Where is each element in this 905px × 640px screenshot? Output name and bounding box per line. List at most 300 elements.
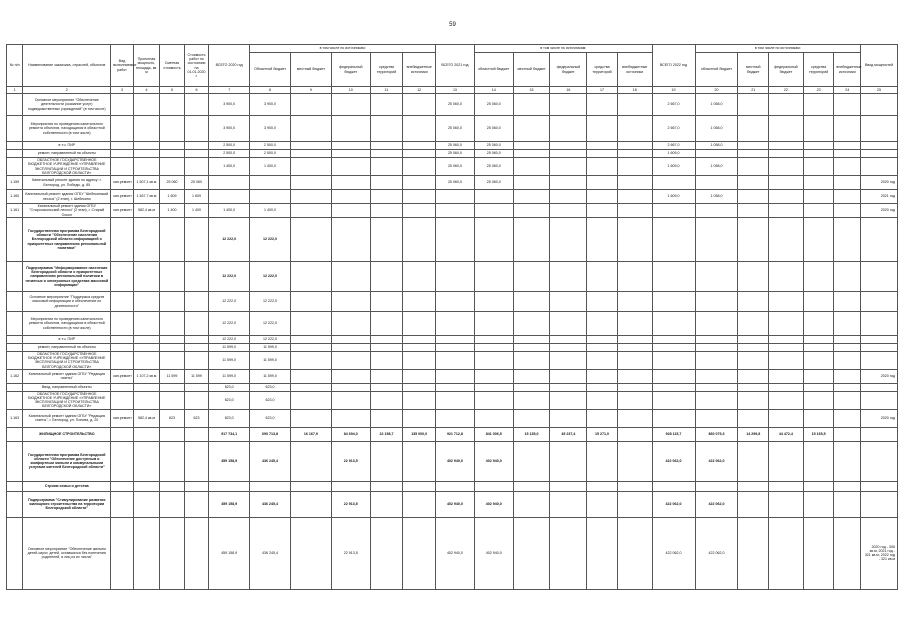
row-number — [7, 481, 23, 491]
terr-2021 — [587, 292, 618, 312]
terr-2022 — [803, 190, 834, 204]
table-row — [7, 344, 898, 352]
input-capacity: 2020 год — [860, 176, 897, 190]
fed-2022 — [769, 150, 804, 158]
local-2022 — [738, 481, 769, 491]
local-2020 — [290, 150, 331, 158]
obl-2022 — [695, 262, 738, 292]
row-number — [7, 142, 23, 150]
fed-2022 — [769, 142, 804, 150]
terr-2022: 15 165,5 — [803, 427, 834, 441]
fed-2022 — [769, 292, 804, 312]
extra-2021 — [617, 517, 652, 589]
row-cost — [160, 427, 185, 441]
extra-2022 — [834, 391, 861, 409]
header-total-2022: ВСЕГО 2022 год — [652, 45, 695, 87]
input-capacity: 2020 год — [860, 204, 897, 218]
row-capacity — [133, 262, 160, 292]
column-number: 19 — [652, 87, 695, 94]
row-capacity — [133, 116, 160, 142]
total-2022 — [652, 383, 695, 391]
row-cost-before — [184, 218, 209, 262]
input-capacity — [860, 344, 897, 352]
total-2021: 402 940,0 — [436, 441, 475, 481]
column-number: 18 — [617, 87, 652, 94]
row-number: 1.162 — [7, 369, 23, 383]
terr-2020 — [370, 190, 403, 204]
terr-2022 — [803, 383, 834, 391]
extra-2021 — [617, 336, 652, 344]
fed-2022 — [769, 218, 804, 262]
row-kind — [111, 391, 133, 409]
local-2022 — [738, 204, 769, 218]
terr-2020 — [370, 218, 403, 262]
fed-2021 — [550, 491, 587, 517]
row-capacity: 1 507,1 кв.м — [133, 176, 160, 190]
row-name: Капитальный ремонт здания ОГБУ "Редакция газеты" — [23, 369, 111, 383]
obl-2021: 402 940,0 — [474, 517, 513, 589]
extra-2022 — [834, 116, 861, 142]
header-obl-2022: областной бюджет — [695, 53, 738, 87]
row-name: Капитальный ремонт здания по адресу: г. Белгород, ул. Победы, д. 85 — [23, 176, 111, 190]
row-capacity — [133, 441, 160, 481]
total-2021 — [436, 383, 475, 391]
row-capacity — [133, 427, 160, 441]
terr-2021 — [587, 409, 618, 427]
local-2020 — [290, 204, 331, 218]
row-name: Мероприятия по проведению капитального ремонта объектов, находящихся в областной собственности (в том числе) — [23, 312, 111, 336]
obl-2022 — [695, 369, 738, 383]
column-number-row — [7, 87, 898, 94]
header-fed-2022: федеральный бюджет — [769, 53, 804, 87]
total-2022 — [652, 352, 695, 370]
extra-2021 — [617, 427, 652, 441]
fed-2022 — [769, 481, 804, 491]
local-2021 — [513, 336, 550, 344]
row-name: Капитальный ремонт здания ОГБУ "Редакция газеты", г. Белгород, ул. Попова, д. 20 — [23, 409, 111, 427]
terr-2020 — [370, 94, 403, 116]
extra-2021 — [617, 344, 652, 352]
local-2022 — [738, 218, 769, 262]
terr-2020 — [370, 383, 403, 391]
fed-2022 — [769, 409, 804, 427]
terr-2021 — [587, 491, 618, 517]
obl-2022: 422 062,0 — [695, 517, 738, 589]
total-2020: 2 500,0 — [209, 150, 250, 158]
total-2022: 2 667,0 — [652, 94, 695, 116]
total-2020: 12 222,0 — [209, 312, 250, 336]
header-extra-2021: внебюджетные источники — [617, 53, 652, 87]
local-2022 — [738, 158, 769, 176]
terr-2020 — [370, 150, 403, 158]
local-2022 — [738, 190, 769, 204]
terr-2020 — [370, 158, 403, 176]
obl-2021 — [474, 262, 513, 292]
fed-2021 — [550, 409, 587, 427]
total-2020: 1 400,0 — [209, 158, 250, 176]
extra-2020 — [403, 441, 436, 481]
table-row — [7, 94, 898, 116]
obl-2020: 623,0 — [250, 383, 291, 391]
local-2020 — [290, 190, 331, 204]
row-name: ОБЛАСТНОЕ ГОСУДАРСТВЕННОЕ БЮДЖЕТНОЕ УЧРЕЖДЕНИЕ «УПРАВЛЕНИЕ ЭКСПЛУАТАЦИИ И СТРОИТЕЛЬСТВА БЕЛГОРОДСКОЙ ОБЛАСТИ» — [23, 352, 111, 370]
table-row — [7, 517, 898, 589]
obl-2020: 436 245,4 — [250, 441, 291, 481]
column-number: 9 — [290, 87, 331, 94]
terr-2020 — [370, 336, 403, 344]
local-2021 — [513, 383, 550, 391]
row-cost-before: 11 599 — [184, 369, 209, 383]
table-body — [7, 94, 898, 590]
terr-2021 — [587, 150, 618, 158]
row-capacity — [133, 481, 160, 491]
row-kind — [111, 292, 133, 312]
extra-2022 — [834, 383, 861, 391]
extra-2020 — [403, 204, 436, 218]
total-2022 — [652, 344, 695, 352]
local-2020 — [290, 383, 331, 391]
obl-2021 — [474, 391, 513, 409]
table-row — [7, 383, 898, 391]
column-number: 17 — [587, 87, 618, 94]
terr-2021 — [587, 352, 618, 370]
total-2022 — [652, 409, 695, 427]
input-capacity — [860, 441, 897, 481]
header-obl-2020: Областной бюджет — [250, 53, 291, 87]
fed-2021 — [550, 517, 587, 589]
extra-2021 — [617, 158, 652, 176]
header-local-2020: местный бюджет — [290, 53, 331, 87]
terr-2021 — [587, 344, 618, 352]
budget-table — [6, 44, 898, 590]
row-kind — [111, 116, 133, 142]
column-number: 8 — [250, 87, 291, 94]
total-2022 — [652, 218, 695, 262]
row-cost-before — [184, 383, 209, 391]
terr-2020 — [370, 344, 403, 352]
extra-2020 — [403, 142, 436, 150]
input-capacity: 2020 год — [860, 409, 897, 427]
table-row — [7, 142, 898, 150]
table-row — [7, 336, 898, 344]
input-capacity — [860, 427, 897, 441]
row-kind — [111, 344, 133, 352]
total-2020: 623,0 — [209, 383, 250, 391]
fed-2021 — [550, 204, 587, 218]
total-2022: 2 667,0 — [652, 116, 695, 142]
fed-2022 — [769, 176, 804, 190]
column-number: 4 — [133, 87, 160, 94]
row-number — [7, 262, 23, 292]
row-name: ОБЛАСТНОЕ ГОСУДАРСТВЕННОЕ БЮДЖЕТНОЕ УЧРЕЖДЕНИЕ «УПРАВЛЕНИЕ ЭКСПЛУАТАЦИИ И СТРОИТЕЛЬСТВА БЕЛГОРОДСКОЙ ОБЛАСТИ» — [23, 158, 111, 176]
terr-2021 — [587, 481, 618, 491]
column-number: 16 — [550, 87, 587, 94]
obl-2021 — [474, 344, 513, 352]
fed-2021 — [550, 441, 587, 481]
header-terr-2022: средства территорий — [803, 53, 834, 87]
obl-2021 — [474, 481, 513, 491]
fed-2021 — [550, 218, 587, 262]
input-capacity — [860, 150, 897, 158]
input-capacity — [860, 391, 897, 409]
extra-2020 — [403, 158, 436, 176]
column-number: 20 — [695, 87, 738, 94]
row-number — [7, 441, 23, 481]
row-cost — [160, 481, 185, 491]
obl-2020: 436 245,4 — [250, 517, 291, 589]
row-cost-before — [184, 517, 209, 589]
terr-2022 — [803, 352, 834, 370]
row-cost-before — [184, 481, 209, 491]
terr-2020 — [370, 441, 403, 481]
fed-2022 — [769, 116, 804, 142]
row-cost — [160, 94, 185, 116]
local-2021 — [513, 116, 550, 142]
header-extra-2022: внебюджетные источники — [834, 53, 861, 87]
row-cost-before: 1 400 — [184, 204, 209, 218]
terr-2022 — [803, 409, 834, 427]
local-2020 — [290, 262, 331, 292]
local-2020 — [290, 369, 331, 383]
row-name: ремонт, направленный на объекты — [23, 150, 111, 158]
obl-2022: 1 058,0 — [695, 142, 738, 150]
terr-2021 — [587, 369, 618, 383]
table-row — [7, 176, 898, 190]
table-row — [7, 441, 898, 481]
local-2022 — [738, 142, 769, 150]
row-kind: кап.ремонт — [111, 190, 133, 204]
total-2021 — [436, 292, 475, 312]
fed-2020 — [331, 190, 370, 204]
obl-2020: 12 222,0 — [250, 312, 291, 336]
local-2020 — [290, 292, 331, 312]
row-name: ЖИЛИЩНОЕ СТРОИТЕЛЬСТВО — [23, 427, 111, 441]
local-2022 — [738, 176, 769, 190]
row-cost-before — [184, 142, 209, 150]
column-number: 13 — [436, 87, 475, 94]
extra-2022 — [834, 218, 861, 262]
obl-2021 — [474, 369, 513, 383]
table-row — [7, 427, 898, 441]
obl-2020: 623,0 — [250, 409, 291, 427]
local-2022: 14 299,8 — [738, 427, 769, 441]
extra-2020 — [403, 336, 436, 344]
fed-2020 — [331, 218, 370, 262]
extra-2022 — [834, 336, 861, 344]
terr-2022 — [803, 491, 834, 517]
obl-2021 — [474, 190, 513, 204]
total-2021 — [436, 391, 475, 409]
extra-2020 — [403, 190, 436, 204]
terr-2020 — [370, 517, 403, 589]
input-capacity — [860, 491, 897, 517]
table-row — [7, 116, 898, 142]
row-kind — [111, 94, 133, 116]
obl-2020: 436 245,4 — [250, 491, 291, 517]
obl-2022 — [695, 150, 738, 158]
extra-2020 — [403, 344, 436, 352]
obl-2021: 402 940,0 — [474, 491, 513, 517]
row-cost-before — [184, 116, 209, 142]
row-number — [7, 158, 23, 176]
terr-2022 — [803, 218, 834, 262]
row-cost-before: 623 — [184, 409, 209, 427]
obl-2021: 25 060,0 — [474, 116, 513, 142]
fed-2022 — [769, 158, 804, 176]
row-cost: 11 599 — [160, 369, 185, 383]
fed-2021 — [550, 116, 587, 142]
row-cost — [160, 491, 185, 517]
row-kind — [111, 262, 133, 292]
local-2021 — [513, 176, 550, 190]
row-cost — [160, 142, 185, 150]
total-2021: 25 060,0 — [436, 116, 475, 142]
fed-2022 — [769, 491, 804, 517]
extra-2021 — [617, 491, 652, 517]
row-cost-before — [184, 292, 209, 312]
terr-2022 — [803, 158, 834, 176]
header-input: Ввод мощностей — [860, 45, 897, 87]
obl-2022 — [695, 204, 738, 218]
row-kind — [111, 142, 133, 150]
fed-2020 — [331, 150, 370, 158]
local-2022 — [738, 383, 769, 391]
terr-2020 — [370, 409, 403, 427]
local-2022 — [738, 352, 769, 370]
fed-2022 — [769, 391, 804, 409]
terr-2022 — [803, 336, 834, 344]
extra-2021 — [617, 218, 652, 262]
extra-2020 — [403, 262, 436, 292]
input-capacity — [860, 481, 897, 491]
row-capacity — [133, 344, 160, 352]
header-capacity: Проектная мощность, площадь, кв. м — [133, 45, 160, 87]
extra-2021 — [617, 391, 652, 409]
total-2021 — [436, 369, 475, 383]
input-capacity — [860, 352, 897, 370]
row-number — [7, 312, 23, 336]
table-row — [7, 158, 898, 176]
local-2020 — [290, 94, 331, 116]
total-2022: 1 609,0 — [652, 158, 695, 176]
obl-2022 — [695, 383, 738, 391]
total-2020 — [209, 481, 250, 491]
fed-2020 — [331, 116, 370, 142]
fed-2022 — [769, 336, 804, 344]
table-row — [7, 292, 898, 312]
obl-2020: 2 500,0 — [250, 142, 291, 150]
extra-2020 — [403, 369, 436, 383]
terr-2020 — [370, 491, 403, 517]
obl-2021 — [474, 409, 513, 427]
terr-2020 — [370, 176, 403, 190]
row-capacity — [133, 142, 160, 150]
total-2020: 12 222,0 — [209, 218, 250, 262]
obl-2020: 690 713,8 — [250, 427, 291, 441]
column-number: 14 — [474, 87, 513, 94]
local-2020 — [290, 409, 331, 427]
column-number: 5 — [160, 87, 185, 94]
local-2021 — [513, 204, 550, 218]
fed-2020 — [331, 383, 370, 391]
row-name: Основное мероприятие "Обеспечение деятельности (оказание услуг) подведомственных учреждений" (в том числе) — [23, 94, 111, 116]
total-2020: 1 400,0 — [209, 204, 250, 218]
total-2021: 25 060,0 — [436, 176, 475, 190]
extra-2020: 135 000,0 — [403, 427, 436, 441]
fed-2020: 84 694,0 — [331, 427, 370, 441]
row-capacity: 582,4 кв.м — [133, 204, 160, 218]
obl-2022: 1 058,0 — [695, 190, 738, 204]
column-number: 1 — [7, 87, 23, 94]
local-2022 — [738, 491, 769, 517]
obl-2020: 11 599,0 — [250, 344, 291, 352]
obl-2021 — [474, 204, 513, 218]
row-name: Ввод, направленный объекты — [23, 383, 111, 391]
local-2022 — [738, 336, 769, 344]
table-row — [7, 352, 898, 370]
row-cost — [160, 336, 185, 344]
obl-2021 — [474, 218, 513, 262]
terr-2021 — [587, 262, 618, 292]
local-2022 — [738, 409, 769, 427]
fed-2021 — [550, 292, 587, 312]
row-capacity — [133, 94, 160, 116]
row-capacity — [133, 391, 160, 409]
column-number: 10 — [331, 87, 370, 94]
terr-2021 — [587, 142, 618, 150]
fed-2021 — [550, 383, 587, 391]
extra-2021 — [617, 150, 652, 158]
row-number — [7, 336, 23, 344]
row-capacity — [133, 352, 160, 370]
row-name: ремонт, направленный на объекты — [23, 344, 111, 352]
row-number — [7, 391, 23, 409]
row-name: в т.ч. ПИР — [23, 142, 111, 150]
row-kind: кап.ремонт — [111, 176, 133, 190]
terr-2020 — [370, 142, 403, 150]
header-terr-2020: средства территорий — [370, 53, 403, 87]
fed-2021 — [550, 369, 587, 383]
terr-2022 — [803, 369, 834, 383]
row-cost-before — [184, 441, 209, 481]
extra-2020 — [403, 116, 436, 142]
header-obl-2021: областной бюджет — [474, 53, 513, 87]
local-2022 — [738, 312, 769, 336]
total-2020 — [209, 190, 250, 204]
terr-2021 — [587, 176, 618, 190]
row-name: Государственная программа Белгородской области "Обеспечение населения Белгородской области информацией о приоритетных направлениях региональной политики" — [23, 218, 111, 262]
local-2020 — [290, 176, 331, 190]
total-2021: 25 060,0 — [436, 142, 475, 150]
column-number: 21 — [738, 87, 769, 94]
table-header — [7, 45, 898, 94]
row-kind — [111, 441, 133, 481]
fed-2020: 22 913,5 — [331, 441, 370, 481]
fed-2022 — [769, 369, 804, 383]
terr-2020 — [370, 204, 403, 218]
row-capacity — [133, 383, 160, 391]
row-number — [7, 352, 23, 370]
terr-2021 — [587, 204, 618, 218]
local-2021 — [513, 94, 550, 116]
terr-2022 — [803, 517, 834, 589]
table-row — [7, 481, 898, 491]
fed-2022 — [769, 262, 804, 292]
fed-2022 — [769, 383, 804, 391]
total-2022 — [652, 176, 695, 190]
total-2021 — [436, 262, 475, 292]
row-cost-before — [184, 352, 209, 370]
